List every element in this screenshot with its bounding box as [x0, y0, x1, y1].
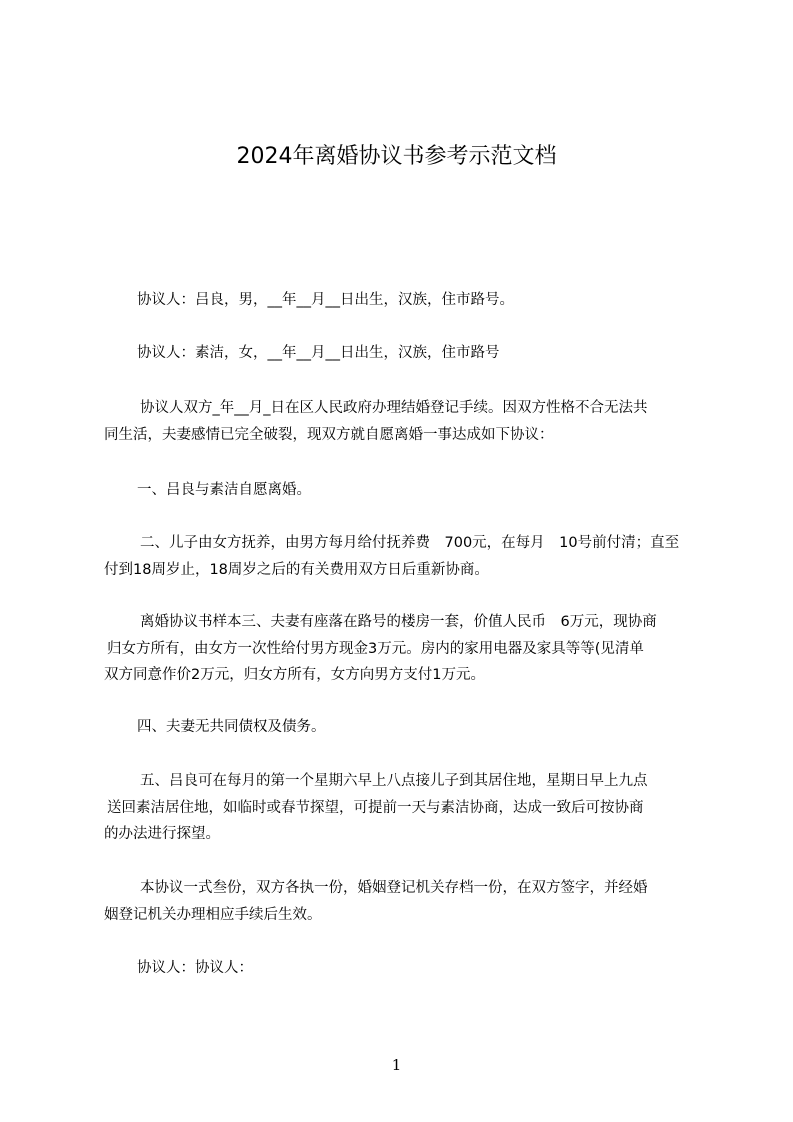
- document-title: 2024年离婚协议书参考示范文档: [236, 144, 557, 169]
- clause-five-line-1: 五、吕良可在每月的第一个星期六早上八点接儿子到其居住地，星期日早上九点: [140, 773, 648, 789]
- clause-one: 一、吕良与素洁自愿离婚。: [137, 482, 311, 498]
- clause-five-line-2: 送回素洁居住地，如临时或春节探望，可提前一天与素洁协商，达成一致后可按协商: [107, 800, 644, 816]
- clause-three-line-3: 双方同意作价2万元，归女方所有，女方向男方支付1万元。: [104, 667, 485, 683]
- effect-clause-line-2: 姻登记机关办理相应手续后生效。: [104, 907, 322, 923]
- signature-line: 协议人：协议人：: [137, 960, 253, 976]
- clause-three-line-2: 归女方所有，由女方一次性给付男方现金3万元。房内的家用电器及家具等等(见清单: [107, 641, 644, 657]
- clause-five-line-3: 的办法进行探望。: [104, 826, 220, 842]
- effect-clause-line-1: 本协议一式叁份，双方各执一份，婚姻登记机关存档一份，在双方签字，并经婚: [140, 880, 648, 896]
- paragraph-preamble-line-1: 协议人双方_年__月_日在区人民政府办理结婚登记手续。因双方性格不合无法共: [140, 400, 648, 416]
- party-two-line: 协议人：素洁，女，__年__月__日出生，汉族，住市路号: [137, 345, 500, 361]
- clause-two-line-1: 二、儿子由女方抚养，由男方每月给付抚养费 700元，在每月 10号前付清；直至: [140, 535, 680, 551]
- party-one-line: 协议人：吕良，男，__年__月__日出生，汉族，住市路号。: [137, 292, 514, 308]
- page-number: 1: [391, 1056, 402, 1074]
- paragraph-preamble-line-2: 同生活，夫妻感情已完全破裂，现双方就自愿离婚一事达成如下协议：: [104, 427, 554, 443]
- clause-four: 四、夫妻无共同债权及债务。: [137, 719, 326, 735]
- clause-two-line-2: 付到18周岁止，18周岁之后的有关费用双方日后重新协商。: [104, 562, 489, 578]
- clause-three-line-1: 离婚协议书样本三、夫妻有座落在路号的楼房一套，价值人民币 6万元，现协商: [140, 614, 657, 630]
